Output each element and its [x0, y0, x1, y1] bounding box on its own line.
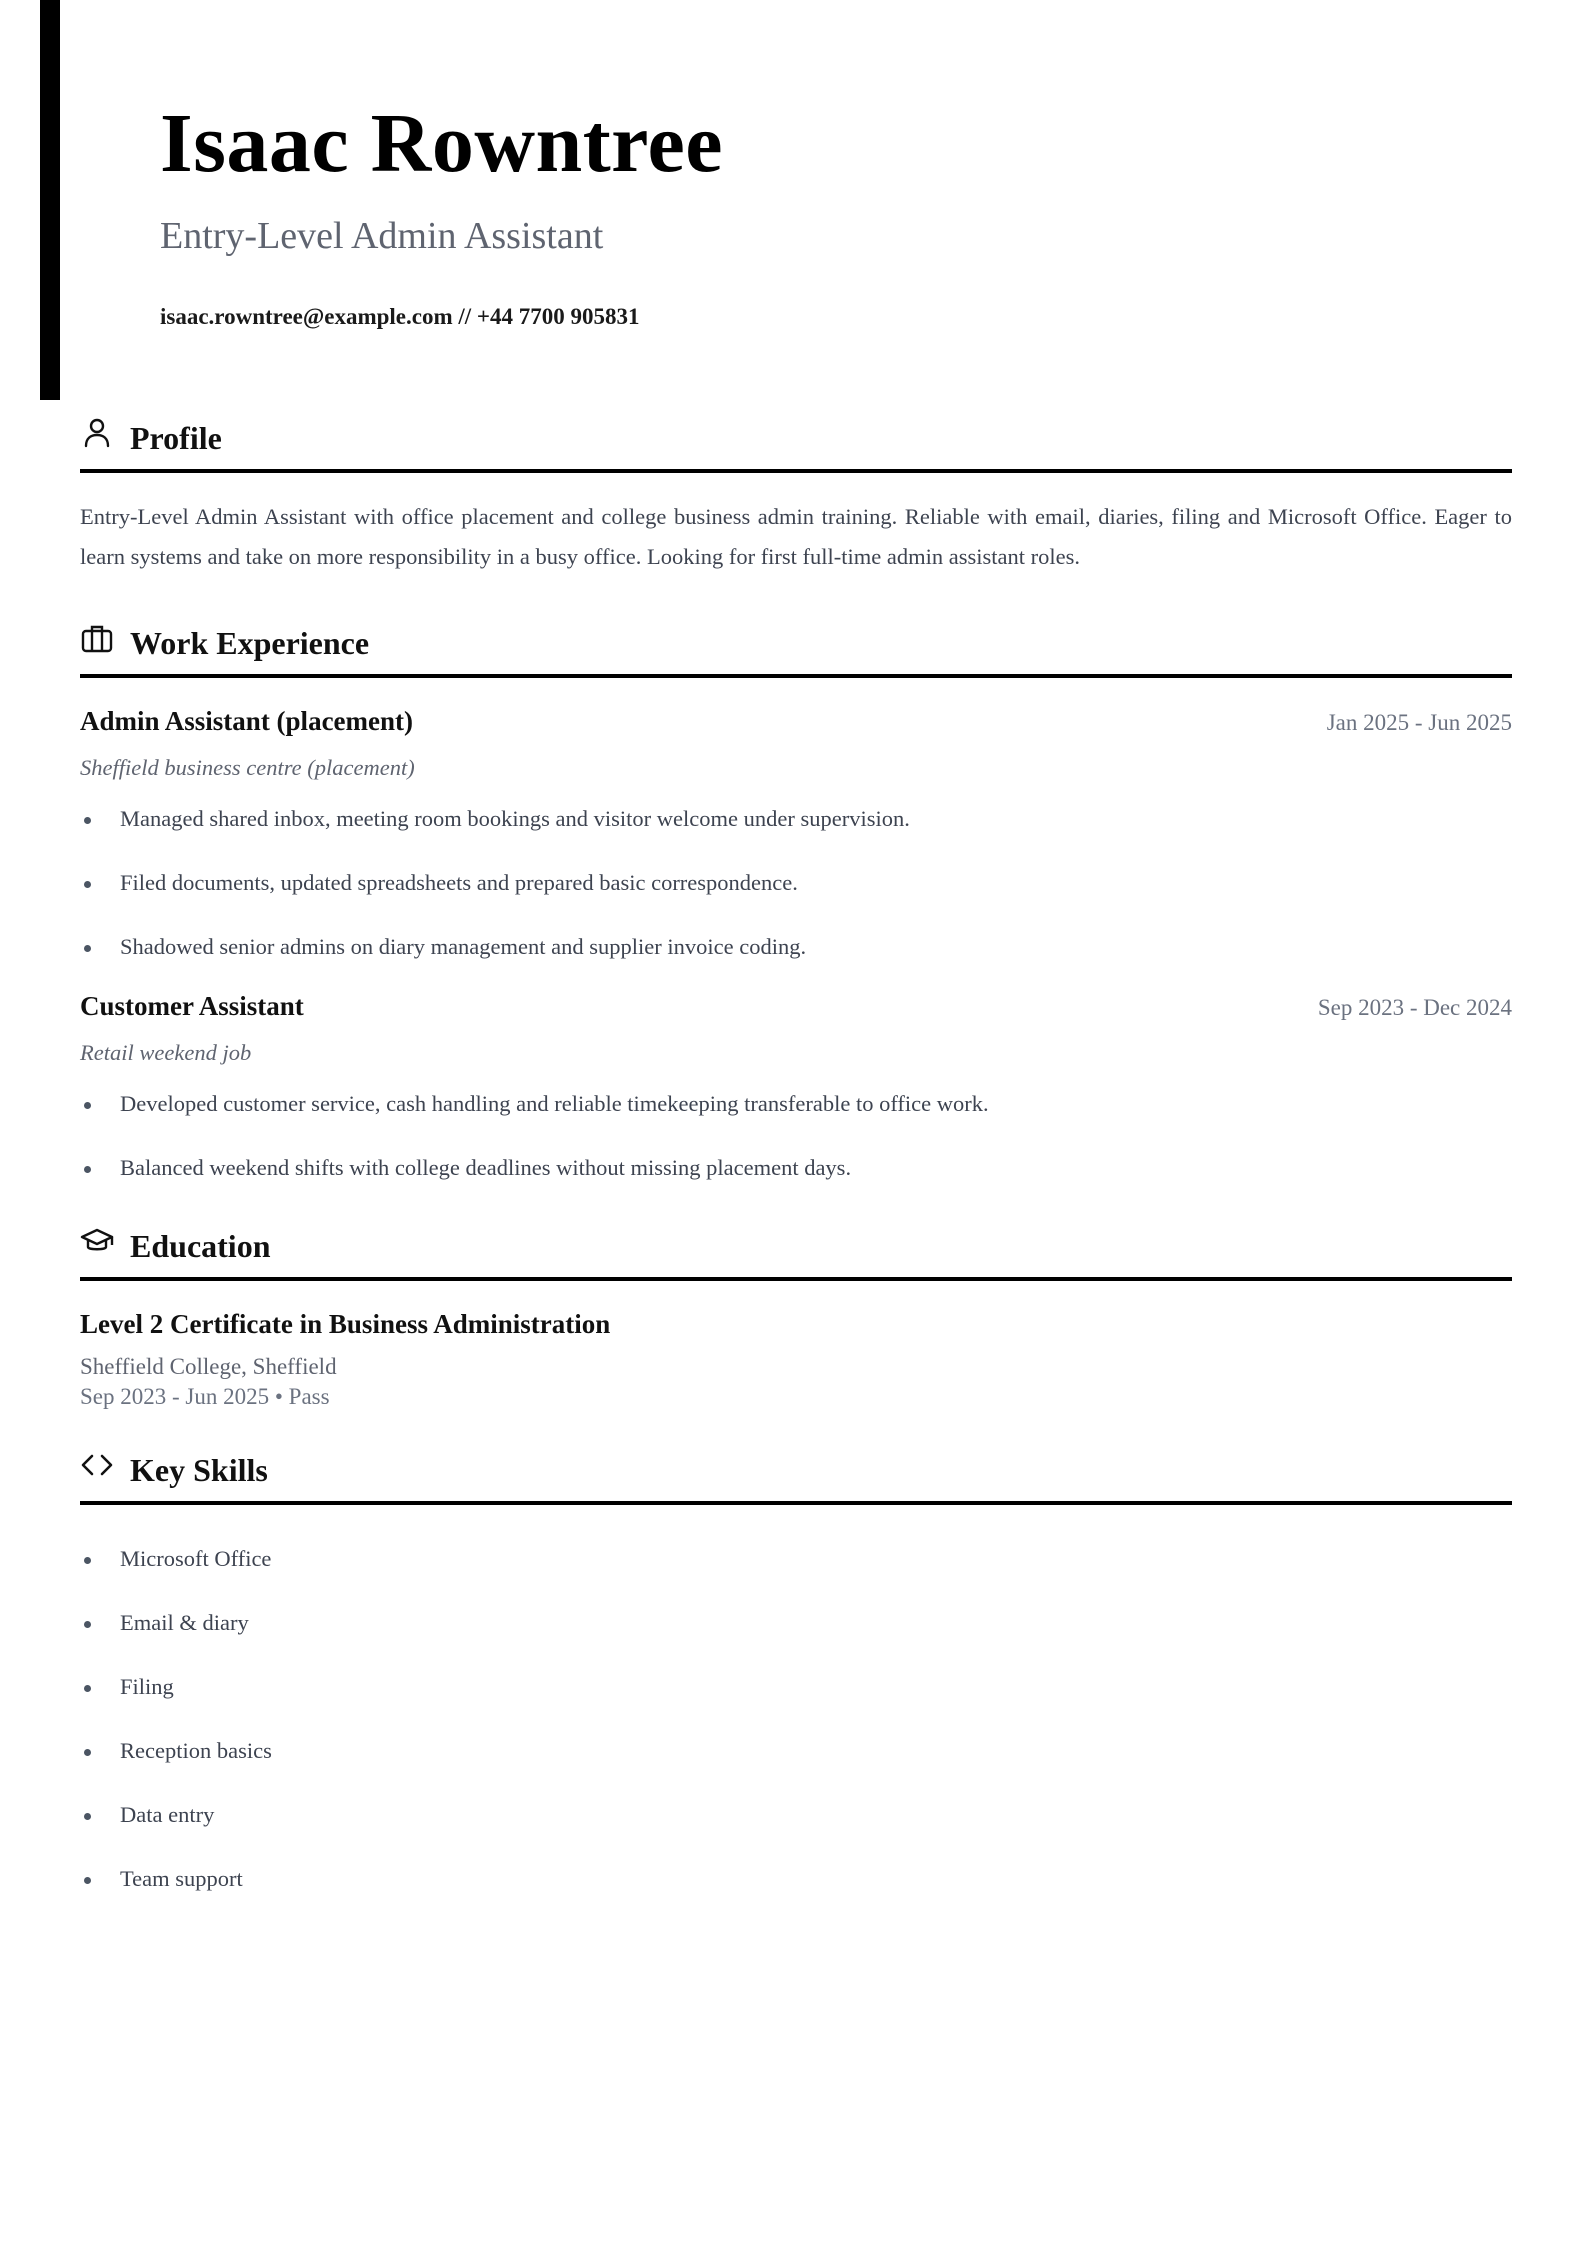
resume-header	[160, 92, 1460, 330]
education-section-header	[80, 1228, 1512, 1281]
resume-body	[80, 420, 1512, 1923]
job-header	[80, 706, 1512, 737]
graduation-cap-icon	[80, 1224, 114, 1258]
list-item: Developed customer service, cash handling and reliable timekeeping transferable to office work.	[80, 1084, 1512, 1124]
work-section-title: Work Experience	[130, 625, 370, 661]
job-entry	[80, 706, 1512, 967]
user-icon	[80, 416, 114, 450]
profile-summary: Entry-Level Admin Assistant with office placement and college business admin training. Reliable with email, diaries, filing and Microsoft Office. Eager to learn systems and take on more responsibility in a busy office. Looking for first full-time admin assistant roles.	[80, 504, 1512, 569]
list-item: Data entry	[80, 1795, 1512, 1835]
list-item: Filed documents, updated spreadsheets and prepared basic correspondence.	[80, 863, 1512, 903]
job-company: Retail weekend job	[80, 1040, 252, 1065]
job-entry	[80, 991, 1512, 1188]
skills-section-header	[80, 1452, 1512, 1505]
job-dates: Jan 2025 - Jun 2025	[1326, 710, 1512, 735]
work-experience-section	[80, 625, 1512, 1188]
list-item: Shadowed senior admins on diary management and supplier invoice coding.	[80, 927, 1512, 967]
list-item: Filing	[80, 1667, 1512, 1707]
list-item: Email & diary	[80, 1603, 1512, 1643]
candidate-role: Entry-Level Admin Assistant	[160, 215, 604, 257]
job-bullets	[80, 1084, 1512, 1188]
header-accent-bar	[40, 0, 60, 400]
job-title: Admin Assistant (placement)	[80, 706, 414, 736]
education-qualification: Level 2 Certificate in Business Administration	[80, 1309, 611, 1339]
education-school: Sheffield College, Sheffield	[80, 1354, 337, 1379]
key-skills-section	[80, 1452, 1512, 1899]
contact-line: isaac.rowntree@example.com // +44 7700 905831	[160, 304, 640, 329]
code-brackets-icon	[80, 1448, 114, 1482]
skills-list	[80, 1539, 1512, 1899]
education-section	[80, 1228, 1512, 1410]
education-dates-result: Sep 2023 - Jun 2025 • Pass	[80, 1384, 330, 1409]
profile-section	[80, 420, 1512, 577]
job-header	[80, 991, 1512, 1022]
job-dates: Sep 2023 - Dec 2024	[1317, 995, 1512, 1020]
candidate-name: Isaac Rowntree	[160, 97, 724, 190]
skills-section-title: Key Skills	[130, 1452, 268, 1488]
briefcase-icon	[80, 621, 114, 655]
job-bullets	[80, 799, 1512, 967]
education-section-title: Education	[130, 1228, 271, 1264]
profile-section-title: Profile	[130, 420, 222, 456]
job-title: Customer Assistant	[80, 991, 304, 1021]
list-item: Team support	[80, 1859, 1512, 1899]
list-item: Managed shared inbox, meeting room bookings and visitor welcome under supervision.	[80, 799, 1512, 839]
list-item: Balanced weekend shifts with college deadlines without missing placement days.	[80, 1148, 1512, 1188]
job-company: Sheffield business centre (placement)	[80, 755, 415, 780]
list-item: Reception basics	[80, 1731, 1512, 1771]
profile-section-header	[80, 420, 1512, 473]
work-section-header	[80, 625, 1512, 678]
list-item: Microsoft Office	[80, 1539, 1512, 1579]
